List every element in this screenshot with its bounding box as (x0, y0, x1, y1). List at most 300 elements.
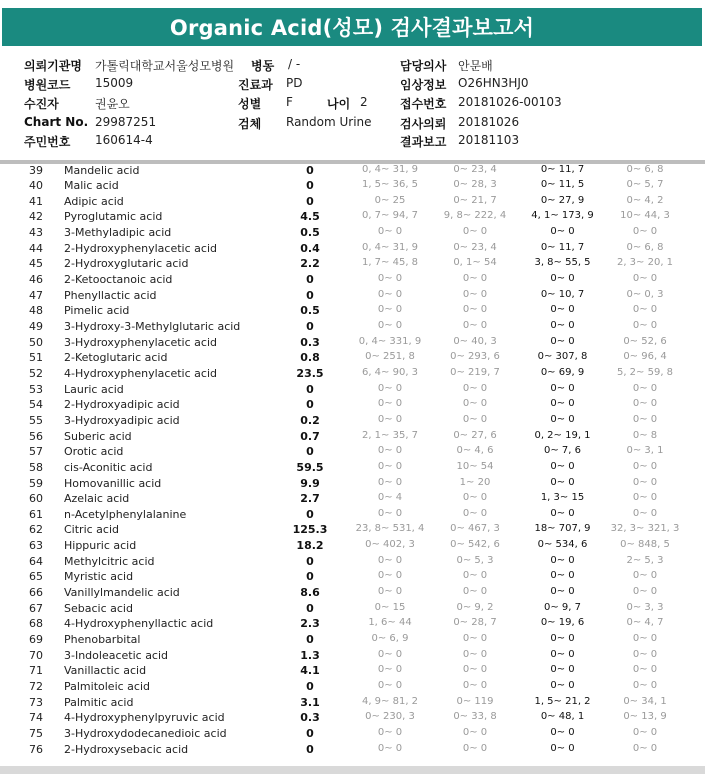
reference-range-1: 1, 6~ 44 (368, 617, 412, 629)
clinical-info-value: O26HN3HJ0 (458, 76, 529, 90)
reference-range-2: 0~ 0 (462, 304, 488, 316)
reference-range-2: 0~ 0 (462, 226, 488, 238)
reference-range-4: 0~ 0 (632, 398, 658, 410)
reference-range-1: 0~ 0 (377, 288, 403, 300)
reference-range-1: 0~ 0 (377, 726, 403, 738)
analyte-name: 3-Hydroxydodecanedioic acid (64, 726, 227, 740)
row-number: 44 (29, 241, 43, 255)
reference-range-1: 0~ 0 (377, 273, 403, 285)
result-value: 0 (306, 398, 314, 412)
row-number: 65 (29, 570, 43, 584)
row-number: 61 (29, 507, 43, 521)
analyte-name: Myristic acid (64, 570, 134, 584)
reference-range-4: 0~ 0 (632, 648, 658, 660)
reference-range-2: 9, 8~ 222, 4 (443, 210, 507, 222)
reference-range-1: 0~ 0 (377, 507, 403, 519)
reference-range-3: 0~ 0 (550, 742, 575, 754)
reference-range-1: 2, 1~ 35, 7 (361, 429, 419, 441)
result-value: 0 (306, 320, 314, 333)
analyte-name: Malic acid (64, 179, 119, 193)
reference-range-2: 0~ 119 (456, 695, 494, 707)
table-row (0, 743, 705, 759)
analyte-name: Phenobarbital (64, 633, 141, 646)
reference-range-4: 0~ 0, 3 (626, 288, 664, 300)
reference-range-2: 0~ 27, 6 (453, 429, 497, 441)
reference-range-1: 6, 4~ 90, 3 (361, 366, 419, 378)
reference-range-2: 0~ 33, 8 (453, 711, 497, 723)
reference-range-2: 0~ 0 (462, 507, 488, 519)
reference-range-2: 0~ 293, 6 (450, 351, 500, 363)
reference-range-2: 0~ 219, 7 (450, 366, 500, 378)
row-number: 55 (29, 413, 43, 427)
analyte-name: Vanillactic acid (64, 664, 147, 678)
result-value: 4.1 (300, 664, 320, 678)
analyte-name: Pyroglutamic acid (64, 210, 163, 224)
reference-range-2: 0~ 23, 4 (453, 164, 497, 175)
report-date-label: 결과보고 (400, 135, 447, 149)
result-value: 0 (306, 382, 314, 396)
result-value: 59.5 (296, 460, 324, 474)
specimen-value: Random Urine (286, 115, 372, 129)
row-number: 57 (29, 445, 43, 459)
result-value: 0.2 (300, 413, 320, 427)
reference-range-2: 0~ 0 (462, 570, 488, 582)
table-row (0, 711, 705, 727)
result-value: 1.3 (300, 648, 320, 662)
table-row (0, 336, 705, 352)
specimen-label: 검체 (238, 117, 262, 131)
reference-range-2: 0~ 5, 3 (456, 554, 494, 566)
table-row (0, 398, 705, 414)
reference-range-1: 0~ 0 (377, 664, 403, 676)
table-row (0, 617, 705, 633)
result-value: 0.3 (300, 335, 320, 349)
reference-range-1: 0~ 0 (377, 382, 403, 394)
analyte-name: Orotic acid (64, 445, 124, 459)
table-row (0, 430, 705, 446)
row-number: 51 (29, 351, 43, 365)
rrn-label: 주민번호 (24, 135, 71, 149)
reference-range-3: 0~ 48, 1 (540, 711, 585, 723)
table-row (0, 257, 705, 273)
dept-label: 진료과 (238, 78, 273, 92)
doctor-label: 담당의사 (400, 59, 447, 73)
reference-range-3: 0~ 0 (550, 413, 575, 425)
patient-value: 권윤오 (95, 97, 130, 111)
row-number: 62 (29, 523, 43, 537)
table-row (0, 445, 705, 461)
table-row (0, 696, 705, 712)
reference-range-4: 5, 2~ 59, 8 (616, 366, 674, 378)
result-value: 0.8 (300, 351, 320, 365)
table-row (0, 586, 705, 602)
row-number: 73 (29, 695, 43, 709)
analyte-name: Mandelic acid (64, 164, 140, 177)
analyte-name: Citric acid (64, 523, 119, 537)
analyte-name: 3-Indoleacetic acid (64, 648, 169, 662)
reference-range-4: 0~ 0 (632, 570, 658, 582)
institution-label: 의뢰기관명 (24, 59, 82, 73)
reference-range-3: 0~ 11, 5 (540, 179, 585, 191)
row-number: 69 (29, 633, 43, 646)
reference-range-2: 0~ 0 (462, 398, 488, 410)
reference-range-1: 0~ 15 (374, 601, 406, 613)
table-row (0, 367, 705, 383)
row-number: 66 (29, 586, 43, 600)
reference-range-4: 0~ 34, 1 (623, 695, 667, 707)
report-date-value: 20181103 (458, 133, 520, 147)
reference-range-1: 0~ 0 (377, 648, 403, 660)
reference-range-2: 0~ 0 (462, 413, 488, 425)
request-value: 20181026 (458, 115, 520, 129)
reference-range-1: 0, 4~ 31, 9 (361, 164, 419, 175)
result-value: 0 (306, 288, 314, 302)
table-row (0, 210, 705, 226)
table-row (0, 226, 705, 242)
age-value: 2 (360, 95, 368, 109)
reference-range-1: 0, 4~ 331, 9 (358, 335, 422, 347)
reference-range-2: 0~ 0 (462, 586, 488, 598)
reference-range-1: 0, 4~ 31, 9 (361, 241, 419, 253)
info-row-4 (0, 115, 705, 134)
table-row (0, 539, 705, 555)
result-value: 0.5 (300, 304, 320, 318)
result-value: 0 (306, 554, 314, 568)
institution-value: 가톨릭대학교서울성모병원 (95, 59, 235, 73)
row-number: 64 (29, 554, 43, 568)
row-number: 39 (29, 164, 43, 177)
reference-range-3: 0~ 0 (550, 460, 575, 472)
reference-range-1: 0~ 0 (377, 679, 403, 691)
reference-range-2: 0~ 40, 3 (453, 335, 497, 347)
reference-range-2: 0~ 21, 7 (453, 194, 497, 206)
reference-range-1: 0~ 0 (377, 586, 403, 598)
info-row-1 (0, 57, 705, 76)
reference-range-2: 10~ 54 (456, 460, 494, 472)
table-row (0, 492, 705, 508)
reference-range-1: 0, 7~ 94, 7 (361, 210, 419, 222)
result-value: 125.3 (292, 523, 328, 537)
analyte-name: Azelaic acid (64, 492, 130, 506)
dept-value: PD (286, 76, 303, 90)
reference-range-3: 0~ 10, 7 (540, 288, 585, 300)
result-value: 0 (306, 742, 314, 756)
table-row (0, 508, 705, 524)
table-row (0, 523, 705, 539)
reference-range-3: 0~ 0 (550, 586, 575, 598)
result-value: 2.3 (300, 617, 320, 631)
result-value: 0 (306, 445, 314, 459)
analyte-name: Adipic acid (64, 194, 124, 208)
result-value: 8.6 (300, 586, 320, 600)
reference-range-3: 0~ 0 (550, 398, 575, 410)
row-number: 47 (29, 288, 43, 302)
reference-range-3: 4, 1~ 173, 9 (531, 210, 594, 222)
hospital-code-label: 병원코드 (24, 78, 71, 92)
row-number: 54 (29, 398, 43, 412)
analyte-name: 4-Hydroxyphenylacetic acid (64, 366, 217, 380)
row-number: 63 (29, 539, 43, 553)
row-number: 42 (29, 210, 43, 224)
table-row (0, 414, 705, 430)
reference-range-4: 0~ 0 (632, 492, 658, 504)
table-row (0, 320, 705, 336)
analyte-name: Suberic acid (64, 429, 132, 443)
result-value: 2.7 (300, 492, 320, 506)
reference-range-2: 0~ 0 (462, 726, 488, 738)
reference-range-4: 0~ 0 (632, 586, 658, 598)
reference-range-4: 0~ 0 (632, 664, 658, 676)
analyte-name: 2-Hydroxyglutaric acid (64, 257, 189, 271)
result-value: 0.7 (300, 429, 320, 443)
analyte-name: Methylcitric acid (64, 554, 155, 568)
reference-range-2: 0~ 28, 3 (453, 179, 497, 191)
reference-range-2: 0~ 28, 7 (453, 617, 497, 629)
reference-range-3: 3, 8~ 55, 5 (534, 257, 591, 269)
request-label: 검사의뢰 (400, 117, 447, 131)
reference-range-1: 0~ 0 (377, 570, 403, 582)
reference-range-3: 0~ 9, 7 (543, 601, 581, 613)
table-row (0, 179, 705, 195)
reference-range-2: 0~ 0 (462, 288, 488, 300)
reference-range-3: 1, 3~ 15 (540, 492, 585, 504)
analyte-name: 3-Hydroxyphenylacetic acid (64, 335, 217, 349)
reference-range-4: 0~ 5, 7 (626, 179, 664, 191)
table-row (0, 242, 705, 258)
reference-range-2: 0~ 4, 6 (456, 445, 494, 457)
info-row-3 (0, 95, 705, 114)
reference-range-1: 0~ 0 (377, 445, 403, 457)
reference-range-3: 0~ 19, 6 (540, 617, 585, 629)
info-row-5 (0, 133, 705, 152)
reference-range-3: 0~ 0 (550, 476, 575, 488)
reference-range-3: 0~ 0 (550, 679, 575, 691)
result-value: 0 (306, 633, 314, 646)
row-number: 74 (29, 711, 43, 725)
reference-range-3: 0~ 69, 9 (540, 366, 585, 378)
analyte-name: 3-Hydroxyadipic acid (64, 413, 180, 427)
reference-range-2: 1~ 20 (459, 476, 491, 488)
result-value: 0.4 (300, 241, 320, 255)
reference-range-1: 0~ 0 (377, 742, 403, 754)
reference-range-4: 10~ 44, 3 (620, 210, 670, 222)
reference-range-4: 0~ 0 (632, 633, 658, 644)
result-value: 0 (306, 679, 314, 693)
reference-range-3: 0~ 0 (550, 304, 575, 316)
row-number: 71 (29, 664, 43, 678)
analyte-name: Hippuric acid (64, 539, 137, 553)
reference-range-4: 0~ 0 (632, 476, 658, 488)
result-value: 0 (306, 164, 314, 177)
reference-range-4: 0~ 6, 8 (626, 164, 664, 175)
row-number: 43 (29, 226, 43, 240)
analyte-name: Palmitoleic acid (64, 679, 151, 693)
chart-value: 29987251 (95, 115, 157, 129)
reference-range-1: 0~ 0 (377, 304, 403, 316)
receipt-value: 20181026-00103 (458, 95, 562, 109)
reference-range-4: 0~ 0 (632, 507, 658, 519)
result-value: 0 (306, 726, 314, 740)
reference-range-4: 0~ 0 (632, 742, 658, 754)
row-number: 48 (29, 304, 43, 318)
row-number: 45 (29, 257, 43, 271)
reference-range-2: 0~ 23, 4 (453, 241, 497, 253)
analyte-name: 2-Hydroxyadipic acid (64, 398, 180, 412)
reference-range-1: 0~ 0 (377, 476, 403, 488)
result-value: 4.5 (300, 210, 320, 224)
table-row (0, 649, 705, 665)
analyte-name: cis-Aconitic acid (64, 460, 153, 474)
row-number: 40 (29, 179, 43, 193)
reference-range-3: 0~ 0 (550, 382, 575, 394)
reference-range-4: 32, 3~ 321, 3 (610, 523, 680, 535)
result-value: 0 (306, 507, 314, 521)
result-value: 0 (306, 179, 314, 193)
reference-range-4: 0~ 6, 8 (626, 241, 664, 253)
reference-range-1: 0~ 230, 3 (365, 711, 415, 723)
table-row (0, 195, 705, 211)
analyte-name: 4-Hydroxyphenyllactic acid (64, 617, 214, 631)
row-number: 58 (29, 460, 43, 474)
row-number: 49 (29, 320, 43, 333)
reference-range-1: 0~ 0 (377, 413, 403, 425)
reference-range-1: 1, 5~ 36, 5 (361, 179, 419, 191)
doctor-value: 안문배 (458, 59, 493, 73)
result-value: 9.9 (300, 476, 320, 490)
reference-range-4: 0~ 0 (632, 273, 658, 285)
table-row (0, 383, 705, 399)
reference-range-3: 0~ 27, 9 (540, 194, 585, 206)
reference-range-3: 0~ 0 (550, 320, 575, 331)
reference-range-1: 0~ 0 (377, 460, 403, 472)
reference-range-1: 0~ 0 (377, 226, 403, 238)
info-row-2 (0, 76, 705, 95)
reference-range-2: 0~ 0 (462, 633, 488, 644)
analyte-name: Sebacic acid (64, 601, 133, 615)
reference-range-1: 4, 9~ 81, 2 (361, 695, 419, 707)
row-number: 41 (29, 194, 43, 208)
reference-range-2: 0~ 0 (462, 492, 488, 504)
reference-range-3: 0~ 11, 7 (540, 241, 585, 253)
table-row (0, 664, 705, 680)
reference-range-3: 0~ 7, 6 (543, 445, 581, 457)
reference-range-3: 0~ 0 (550, 554, 575, 566)
reference-range-4: 0~ 0 (632, 304, 658, 316)
reference-range-4: 0~ 4, 2 (626, 194, 664, 206)
reference-range-4: 0~ 848, 5 (620, 539, 670, 551)
reference-range-3: 0~ 0 (550, 570, 575, 582)
result-value: 23.5 (296, 366, 324, 380)
table-row (0, 602, 705, 618)
ward-value: / - (288, 57, 301, 71)
chart-label: Chart No. (24, 115, 89, 129)
reference-range-3: 1, 5~ 21, 2 (534, 695, 591, 707)
table-row (0, 304, 705, 320)
reference-range-4: 0~ 52, 6 (623, 335, 667, 347)
reference-range-2: 0~ 0 (462, 742, 488, 754)
reference-range-3: 0~ 0 (550, 648, 575, 660)
reference-range-2: 0~ 0 (462, 273, 488, 285)
reference-range-4: 0~ 0 (632, 460, 658, 472)
reference-range-1: 0~ 402, 3 (365, 539, 415, 551)
table-row (0, 727, 705, 743)
age-label: 나이 (327, 97, 351, 111)
result-value: 0.5 (300, 226, 320, 240)
reference-range-3: 0~ 11, 7 (540, 164, 585, 175)
analyte-name: Palmitic acid (64, 695, 134, 709)
analyte-name: Lauric acid (64, 382, 124, 396)
result-value: 3.1 (300, 695, 320, 709)
reference-range-1: 0~ 0 (377, 554, 403, 566)
reference-range-3: 0~ 0 (550, 273, 575, 285)
reference-range-4: 0~ 0 (632, 726, 658, 738)
row-number: 59 (29, 476, 43, 490)
reference-range-2: 0~ 9, 2 (456, 601, 494, 613)
reference-range-3: 0~ 307, 8 (537, 351, 588, 363)
reference-range-2: 0~ 0 (462, 320, 488, 331)
analyte-name: Phenyllactic acid (64, 288, 157, 302)
analyte-name: 2-Ketoglutaric acid (64, 351, 168, 365)
reference-range-4: 0~ 0 (632, 382, 658, 394)
analyte-name: Pimelic acid (64, 304, 130, 318)
reference-range-3: 0~ 0 (550, 507, 575, 519)
table-row (0, 461, 705, 477)
reference-range-3: 0~ 534, 6 (537, 539, 588, 551)
reference-range-3: 0~ 0 (550, 226, 575, 238)
analyte-name: 2-Hydroxyphenylacetic acid (64, 241, 217, 255)
reference-range-2: 0~ 467, 3 (450, 523, 500, 535)
row-number: 50 (29, 335, 43, 349)
table-row (0, 273, 705, 289)
hospital-code-value: 15009 (95, 76, 134, 90)
reference-range-4: 0~ 96, 4 (623, 351, 667, 363)
reference-range-4: 0~ 0 (632, 679, 658, 691)
reference-range-4: 2, 3~ 20, 1 (616, 257, 674, 269)
report-title: Organic Acid(성모) 검사결과보고서 (2, 8, 702, 46)
reference-range-1: 0~ 6, 9 (371, 633, 409, 644)
reference-range-4: 0~ 0 (632, 413, 658, 425)
reference-range-1: 0~ 0 (377, 398, 403, 410)
table-row (0, 570, 705, 586)
analyte-name: Vanillylmandelic acid (64, 586, 180, 600)
reference-range-1: 1, 7~ 45, 8 (361, 257, 419, 269)
result-value: 0 (306, 194, 314, 208)
table-row (0, 164, 705, 179)
table-row (0, 555, 705, 571)
patient-label: 수진자 (24, 97, 59, 111)
sex-label: 성별 (238, 97, 262, 111)
results-table (0, 164, 705, 770)
row-number: 72 (29, 679, 43, 693)
row-number: 56 (29, 429, 43, 443)
analyte-name: 2-Ketooctanoic acid (64, 273, 173, 287)
reference-range-4: 0~ 3, 1 (626, 445, 664, 457)
result-value: 18.2 (296, 539, 324, 553)
reference-range-4: 0~ 13, 9 (623, 711, 667, 723)
reference-range-3: 0~ 0 (550, 335, 575, 347)
reference-range-2: 0, 1~ 54 (453, 257, 497, 269)
ward-label: 병동 (251, 59, 275, 73)
row-number: 53 (29, 382, 43, 396)
receipt-label: 접수번호 (400, 97, 447, 111)
reference-range-3: 0, 2~ 19, 1 (534, 429, 591, 441)
sex-value: F (286, 95, 293, 109)
reference-range-2: 0~ 0 (462, 648, 488, 660)
bottom-border (0, 766, 705, 774)
row-number: 46 (29, 273, 43, 287)
analyte-name: 3-Methyladipic acid (64, 226, 172, 240)
reference-range-4: 0~ 0 (632, 226, 658, 238)
